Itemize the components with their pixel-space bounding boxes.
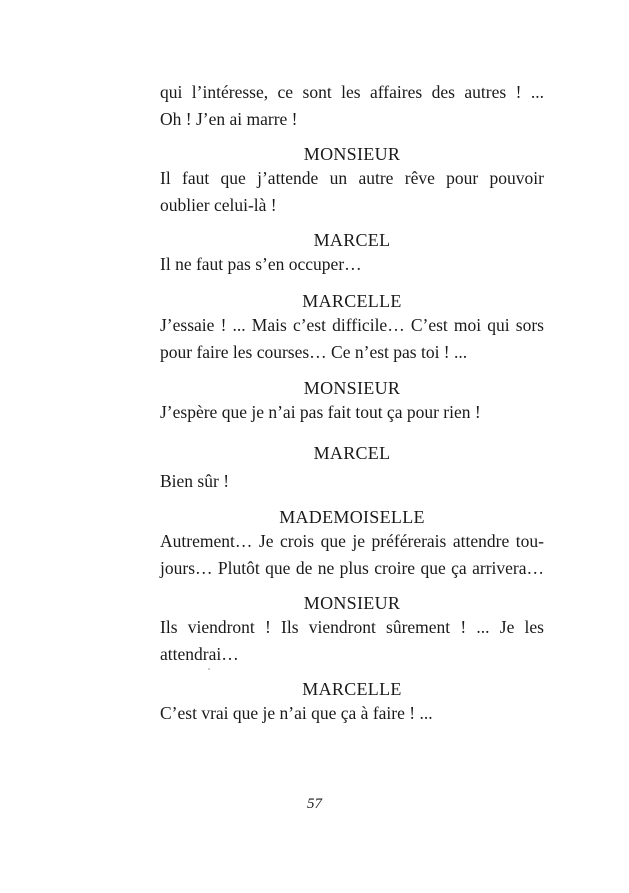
dialogue-line: Oh ! J’en ai marre ! xyxy=(160,109,298,129)
dialogue-block-monsieur xyxy=(160,377,544,426)
dialogue-block-marcelle xyxy=(160,678,544,727)
dialogue-continuation xyxy=(160,79,544,133)
dialogue-line: qui l’intéresse, ce sont les affaires des autres ! ... xyxy=(160,82,544,102)
dialogue-line: pour faire les courses… Ce n’est pas toi ! ... xyxy=(160,342,468,362)
dialogue-line: Autrement… Je crois que je préférerais attendre tou- xyxy=(160,531,544,551)
dialogue-line: J’espère que je n’ai pas fait tout ça pour rien ! xyxy=(160,402,481,422)
dialogue-block-marcelle xyxy=(160,290,544,366)
speaker-name: MADEMOISELLE xyxy=(279,507,425,527)
speaker-name: MONSIEUR xyxy=(303,593,401,613)
dialogue-line: Il faut que j’attende un autre rêve pour pouvoir xyxy=(160,168,544,188)
scan-speck xyxy=(208,668,210,670)
speaker-name: MONSIEUR xyxy=(303,144,401,164)
dialogue-line: attendrai… xyxy=(160,644,239,664)
page-number: 57 xyxy=(307,796,322,812)
dialogue-block-marcel xyxy=(160,442,544,495)
dialogue-block-mademoiselle xyxy=(160,506,544,582)
dialogue-line: oublier celui-là ! xyxy=(160,195,277,215)
dialogue-line: Il ne faut pas s’en occuper… xyxy=(160,254,362,274)
dialogue-block-monsieur xyxy=(160,592,544,668)
dialogue-line: jours… Plutôt que de ne plus croire que ça arrivera… xyxy=(160,558,544,578)
speaker-name: MONSIEUR xyxy=(303,378,401,398)
dialogue-line: Ils viendront ! Ils viendront sûrement ! ... Je les xyxy=(160,617,544,637)
dialogue-block-monsieur xyxy=(160,143,544,219)
dialogue-line: C’est vrai que je n’ai que ça à faire ! ... xyxy=(160,703,433,723)
speaker-name: MARCELLE xyxy=(302,679,402,699)
speaker-name: MARCEL xyxy=(313,230,391,250)
speaker-name: MARCELLE xyxy=(302,291,402,311)
speaker-name: MARCEL xyxy=(313,443,391,463)
dialogue-line: J’essaie ! ... Mais c’est difficile… C’est moi qui sors xyxy=(160,315,544,335)
dialogue-block-marcel xyxy=(160,229,544,278)
dialogue-line: Bien sûr ! xyxy=(160,471,230,491)
